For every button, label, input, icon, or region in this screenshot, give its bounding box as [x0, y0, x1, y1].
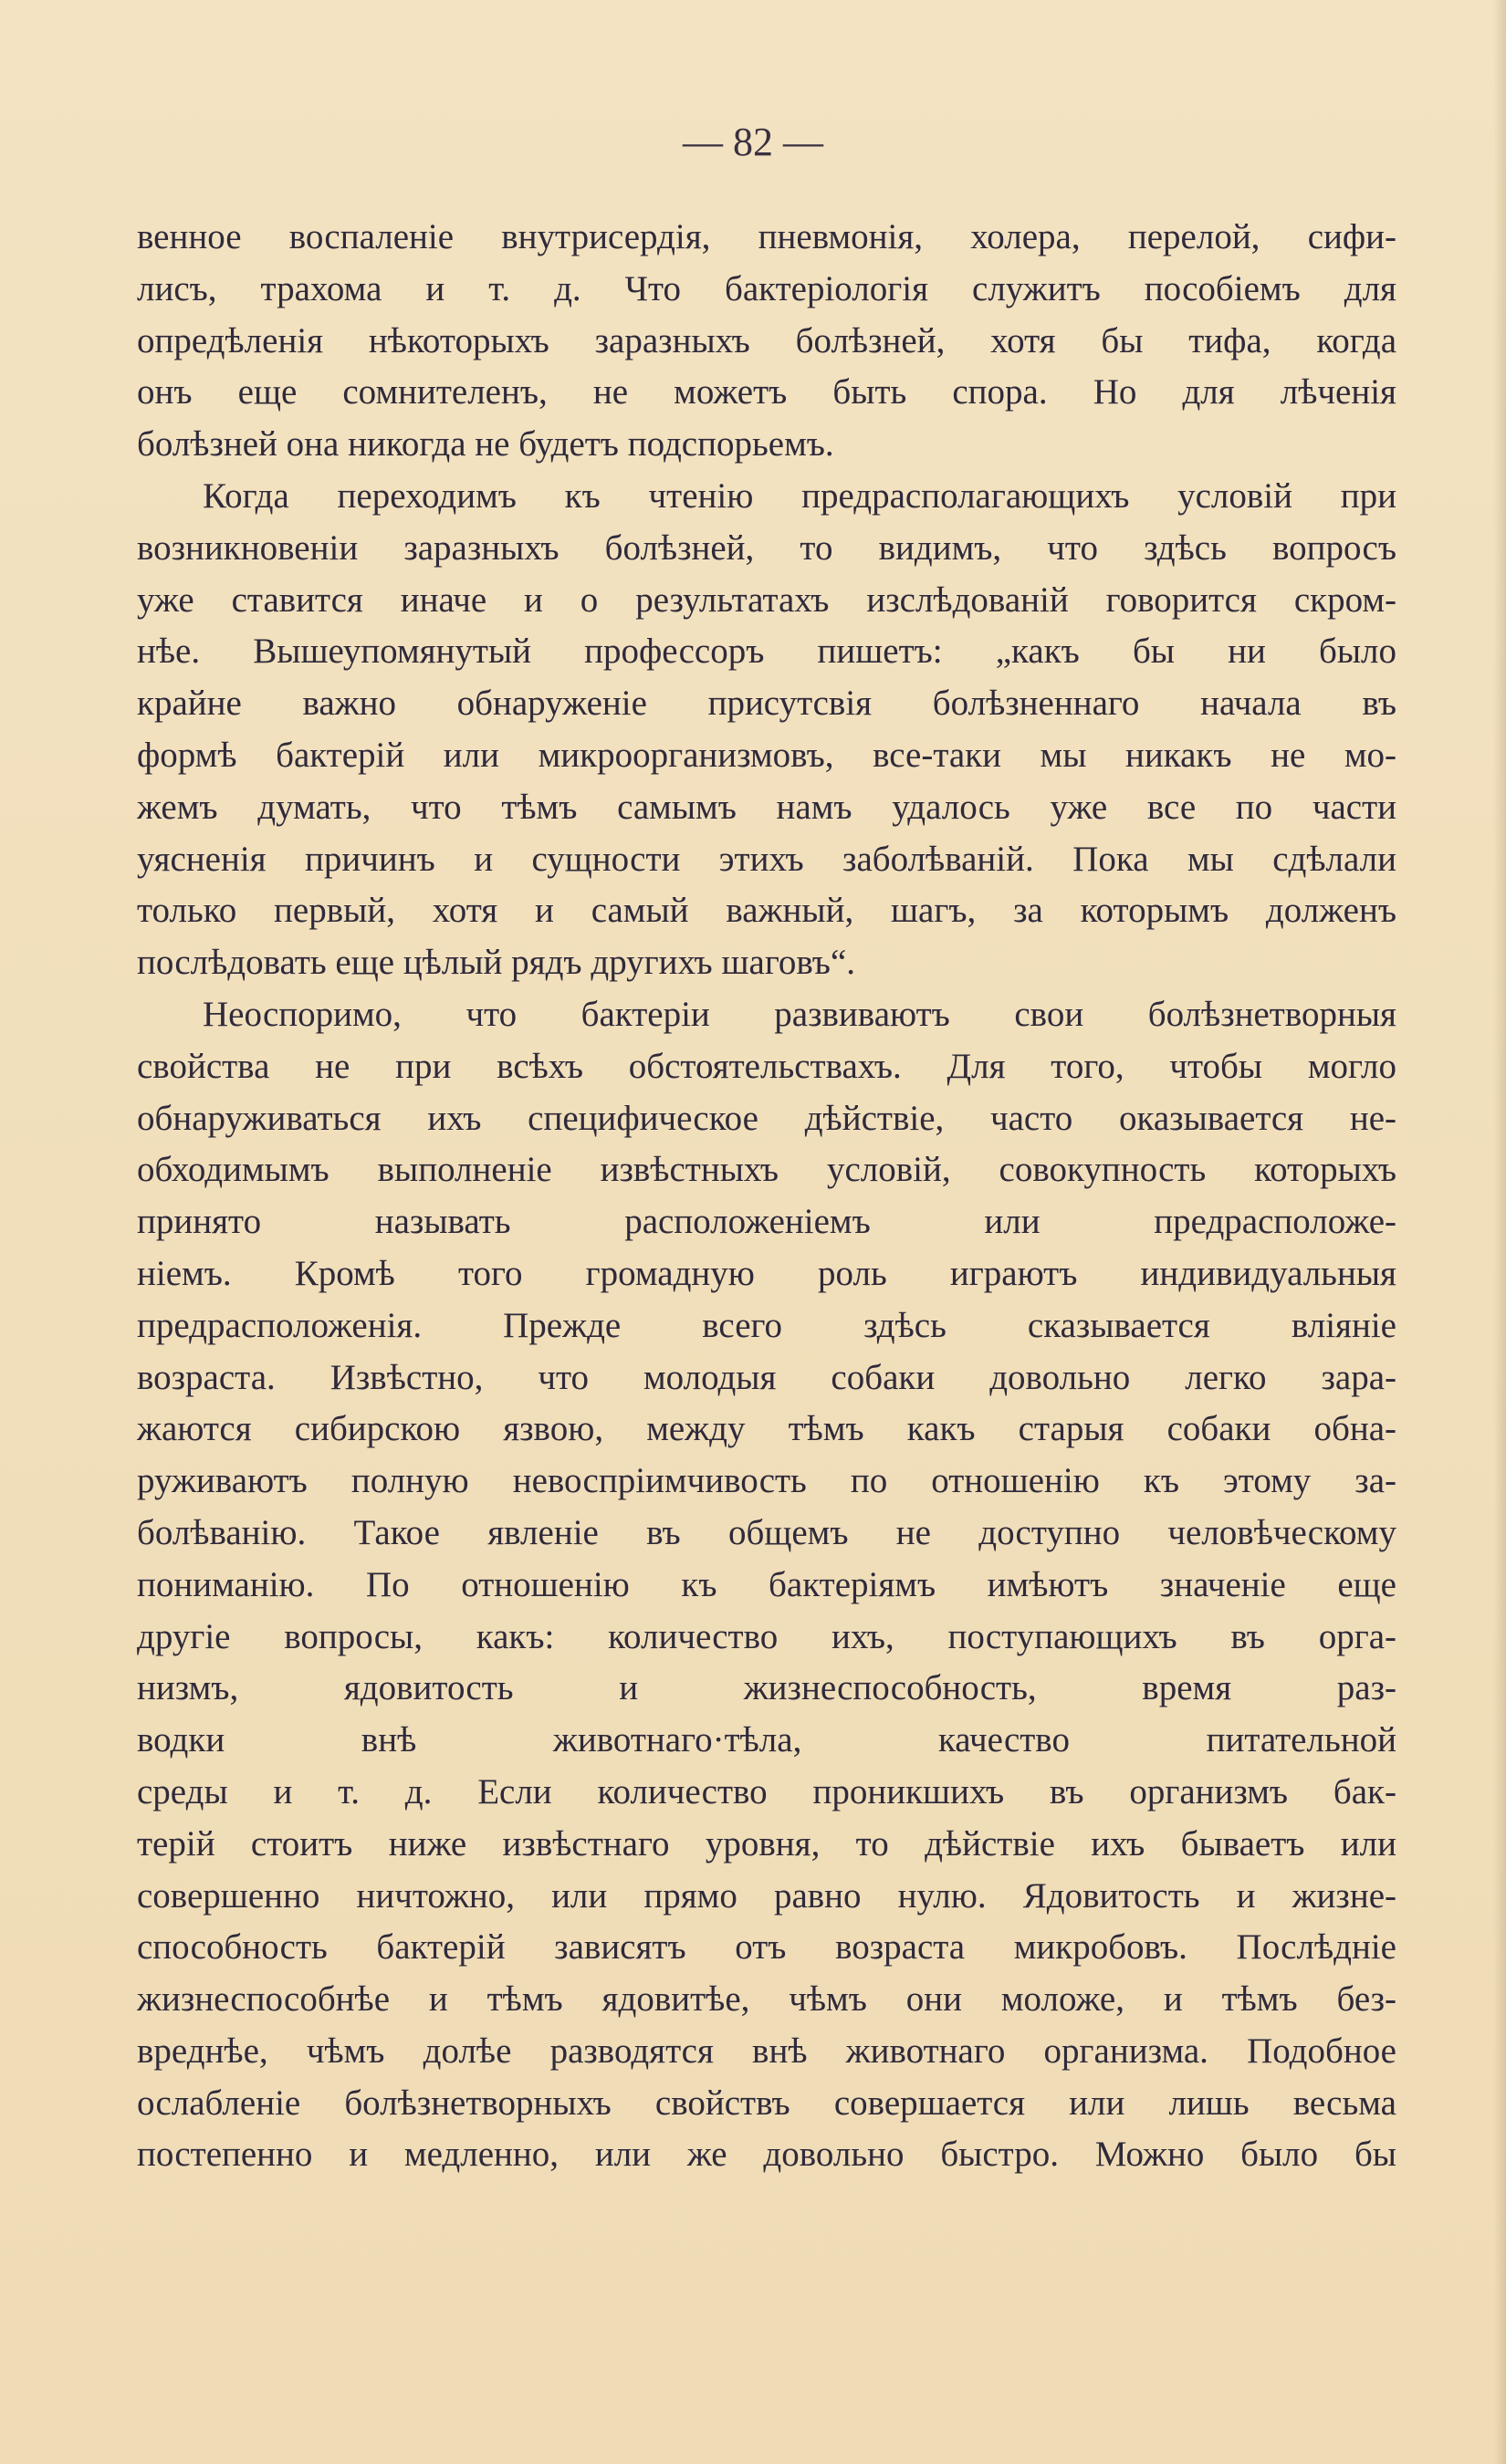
- text-line: водки внѣ животнаго·тѣла, качество питательной: [137, 1720, 1396, 1760]
- text-line: уже ставится иначе и о результатахъ изслѣдованій говорится скром-: [137, 579, 1396, 620]
- text-line: вреднѣе, чѣмъ долѣе разводятся внѣ животнаго организма. Подобное: [137, 2031, 1396, 2071]
- text-line: нѣе. Вышеупомянутый профессоръ пишетъ: „какъ бы ни было: [137, 632, 1396, 672]
- text-line: терій стоитъ ниже извѣстнаго уровня, то дѣйствіе ихъ бываетъ или: [137, 1823, 1396, 1864]
- body-text: [137, 212, 1396, 2181]
- text-line: принято называть расположеніемъ или предрасположе-: [137, 1202, 1396, 1242]
- text-line: руживаютъ полную невоспріимчивость по отношенію къ этому за-: [137, 1461, 1396, 1501]
- text-line: обходимымъ выполненіе извѣстныхъ условій, совокупность которыхъ: [137, 1150, 1396, 1190]
- text-line: только первый, хотя и самый важный, шагъ, за которымъ долженъ: [137, 891, 1396, 931]
- text-line: послѣдовать еще цѣлый рядъ другихъ шаговъ“.: [137, 943, 856, 983]
- page-number: — 82 —: [683, 120, 823, 164]
- text-line: болѣванію. Такое явленіе въ общемъ не доступно человѣческому: [137, 1512, 1396, 1552]
- text-line: постепенно и медленно, или же довольно быстро. Можно было бы: [137, 2135, 1396, 2175]
- text-line: пониманію. По отношенію къ бактеріямъ имѣютъ значеніе еще: [137, 1564, 1396, 1604]
- text-line: другіе вопросы, какъ: количество ихъ, поступающихъ въ орга-: [137, 1616, 1396, 1656]
- text-line: среды и т. д. Если количество проникшихъ въ организмъ бак-: [137, 1771, 1396, 1811]
- text-line: Когда переходимъ къ чтенію предрасполагающихъ условій при: [203, 475, 1396, 516]
- text-line: совершенно ничтожно, или прямо равно нулю. Ядовитость и жизне-: [137, 1875, 1396, 1916]
- text-line: жаются сибирскою язвою, между тѣмъ какъ старыя собаки обна-: [137, 1409, 1396, 1449]
- text-line: лисъ, трахома и т. д. Что бактеріологія служитъ пособіемъ для: [137, 268, 1396, 308]
- text-line: способность бактерій зависятъ отъ возраста микробовъ. Послѣдніе: [137, 1927, 1396, 1968]
- text-line: жизнеспособнѣе и тѣмъ ядовитѣе, чѣмъ они моложе, и тѣмъ без-: [137, 1979, 1396, 2020]
- text-line: возраста. Извѣстно, что молодыя собаки довольно легко зара-: [137, 1357, 1396, 1397]
- text-line: венное воспаленіе внутрисердія, пневмонія, холера, перелой, сифи-: [137, 217, 1396, 256]
- text-line: крайне важно обнаруженіе присутсвія болѣзненнаго начала въ: [137, 684, 1396, 724]
- text-line: болѣзней она никогда не будетъ подспорьемъ.: [137, 424, 834, 465]
- text-line: уясненія причинъ и сущности этихъ заболѣваній. Пока мы сдѣлали: [137, 839, 1396, 879]
- text-line: ніемъ. Кромѣ того громадную роль играютъ индивидуальныя: [137, 1253, 1396, 1293]
- text-line: свойства не при всѣхъ обстоятельствахъ. Для того, чтобы могло: [137, 1046, 1396, 1086]
- text-line: ослабленіе болѣзнетворныхъ свойствъ совершается или лишь весьма: [137, 2083, 1396, 2123]
- text-line: Неоспоримо, что бактеріи развиваютъ свои болѣзнетворныя: [203, 994, 1396, 1034]
- text-line: возникновеніи заразныхъ болѣзней, то видимъ, что здѣсь вопросъ: [137, 527, 1396, 568]
- page-edge-shadow: [1493, 0, 1506, 2464]
- text-line: опредѣленія нѣкоторыхъ заразныхъ болѣзней, хотя бы тифа, когда: [137, 320, 1396, 360]
- text-line: онъ еще сомнителенъ, не можетъ быть спора. Но для лѣченія: [137, 372, 1396, 412]
- text-line: жемъ думать, что тѣмъ самымъ намъ удалось уже все по части: [137, 787, 1396, 827]
- text-line: формѣ бактерій или микроорганизмовъ, все-таки мы никакъ не мо-: [137, 735, 1396, 775]
- text-line: предрасположенія. Прежде всего здѣсь сказывается вліяніе: [137, 1305, 1396, 1345]
- text-line: обнаруживаться ихъ специфическое дѣйствіе, часто оказывается не-: [137, 1098, 1396, 1138]
- text-line: низмъ, ядовитость и жизнеспособность, время раз-: [137, 1668, 1396, 1708]
